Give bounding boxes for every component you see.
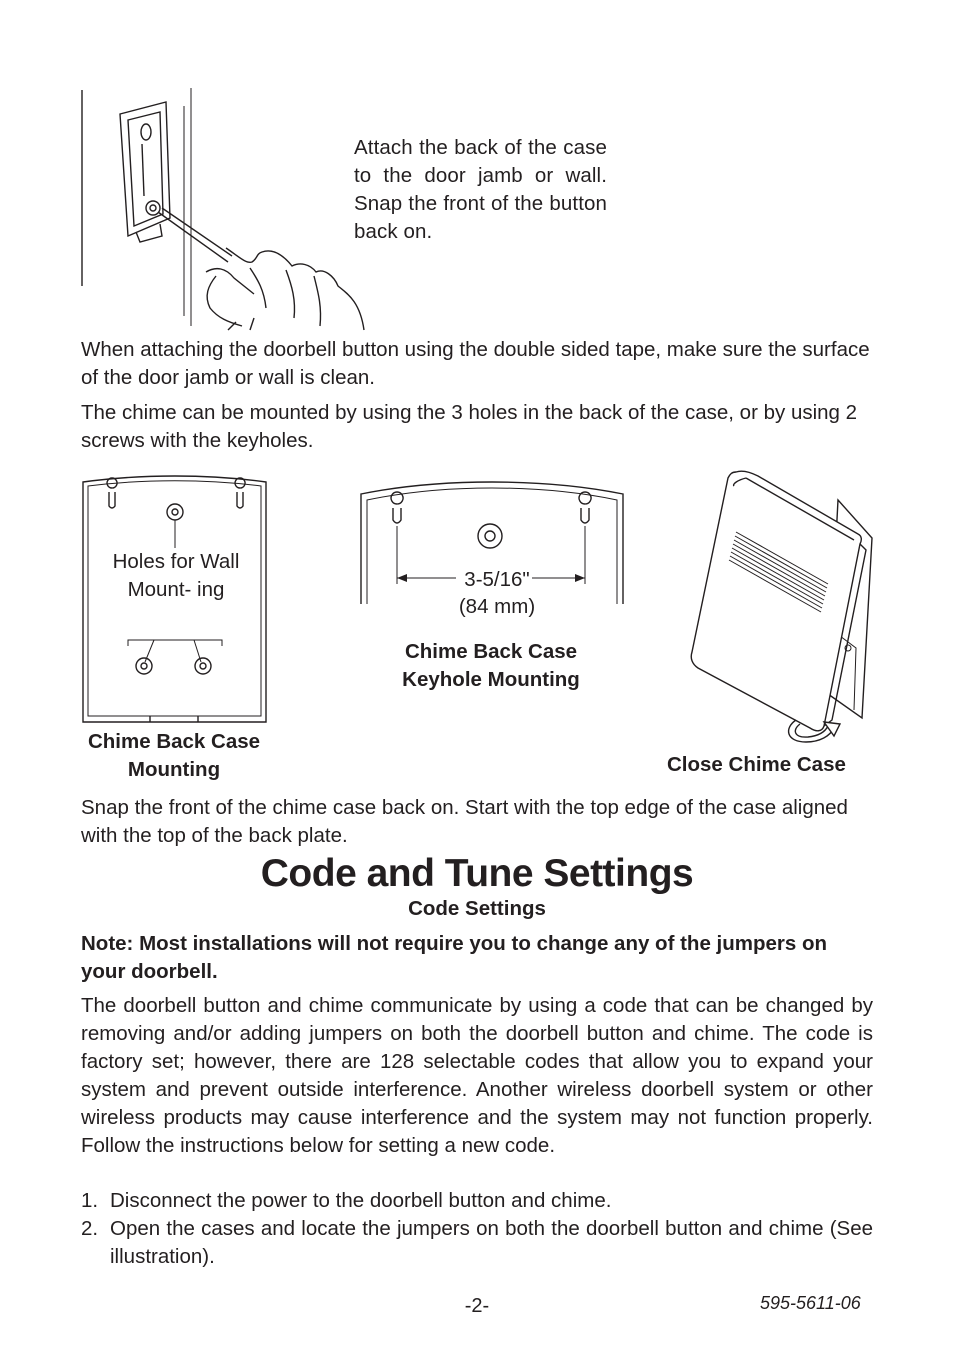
step-text: Disconnect the power to the doorbell button and chime. xyxy=(110,1189,612,1212)
subsection-title: Code Settings xyxy=(408,897,546,920)
tape-paragraph: When attaching the doorbell button using the double sided tape, make sure the surface of the door jamb or wall is clean. xyxy=(81,338,870,389)
snap-paragraph: Snap the front of the chime case back on. Start with the top edge of the case aligned with the top of the back plate. xyxy=(81,796,848,847)
step-text: Open the cases and locate the jumpers on both the doorbell button and chime (See illustration). xyxy=(110,1217,873,1268)
step-number: 2. xyxy=(81,1217,99,1240)
list-item xyxy=(81,1187,873,1215)
doc-number: 595-5611-06 xyxy=(760,1293,861,1313)
keyhole-mounting-caption: Chime Back Case Keyhole Mounting xyxy=(402,640,580,691)
dimension-label: 3-5/16" xyxy=(464,568,530,591)
note-paragraph: Note: Most installations will not require you to change any of the jumpers on your doorbell. xyxy=(81,932,828,983)
page-number: -2- xyxy=(464,1295,490,1317)
code-paragraph: The doorbell button and chime communicate by using a code that can be changed by removing and/or adding jumpers on both the doorbell button and chime. The code is factory set; however, there are 128 selectable codes that allow you to expand your system and prevent outside interference. Another wireless doorbell system or other wireless products may cause interference and the system may not function properly. Follow the instructions below for setting a new code. xyxy=(81,994,873,1157)
chime-back-case-caption: Chime Back Case Mounting xyxy=(87,730,261,781)
section-title: Code and Tune Settings xyxy=(260,852,694,895)
close-chime-case-figure xyxy=(688,470,874,746)
close-chime-case-caption: Close Chime Case xyxy=(667,753,846,776)
list-item xyxy=(81,1215,873,1271)
top-caption: Attach the back of the case to the door jamb or wall. Snap the front of the button back on. xyxy=(354,136,607,243)
mount-paragraph: The chime can be mounted by using the 3 holes in the back of the case, or by using 2 screws with the keyholes. xyxy=(81,401,858,452)
button-mounting-illustration xyxy=(78,86,368,334)
dimension-mm-label: (84 mm) xyxy=(458,595,536,618)
holes-label: Holes for Wall Mount- ing xyxy=(112,550,240,601)
step-number: 1. xyxy=(81,1189,99,1212)
